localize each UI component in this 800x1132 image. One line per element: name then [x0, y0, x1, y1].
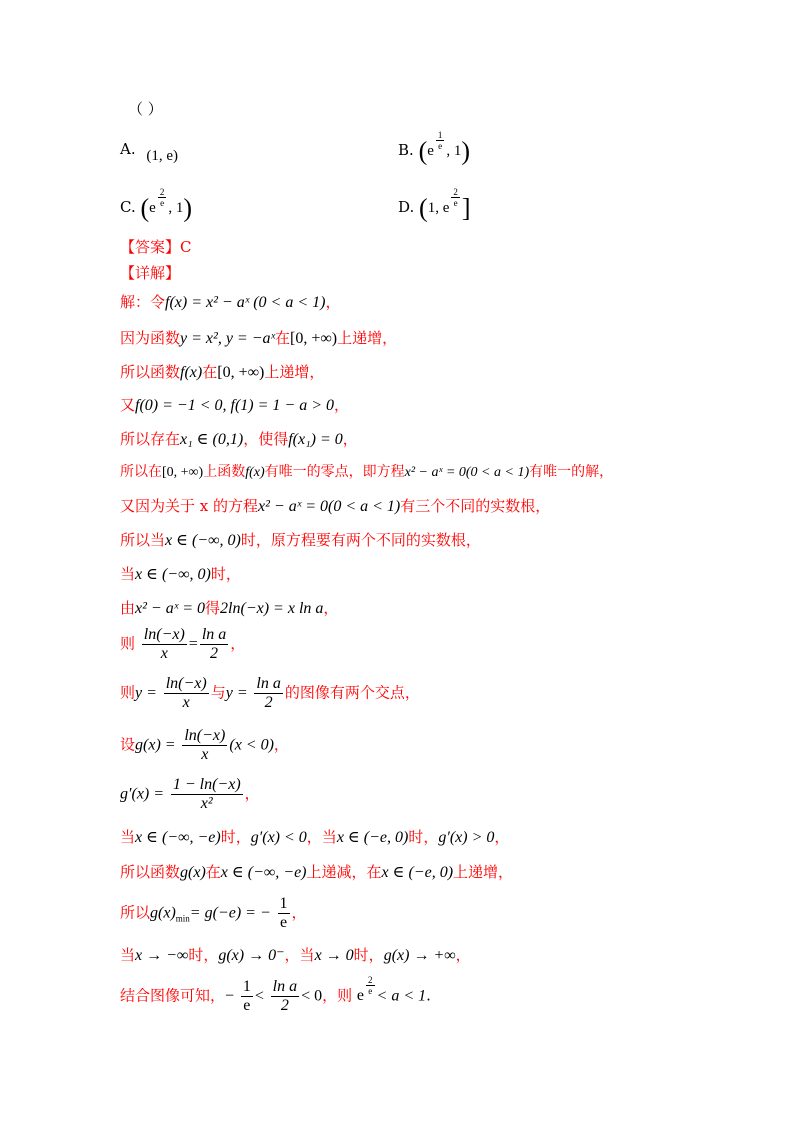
step-15: 当x ∈ (−∞, −e)时，g′(x) < 0，当x ∈ (−e, 0)时，g′(x) > 0， — [120, 828, 510, 846]
option-b-value: (e $\frac{1}{e}$ , 1) — [418, 130, 471, 166]
option-d-value: (1, e $\frac{2}{e}$ ] — [419, 187, 471, 223]
option-c-label: C. — [120, 198, 136, 216]
step-5: 所以存在x₁ ∈ (0,1)，使得f(x₁) = 0， — [120, 430, 358, 448]
step-6: 所以在[0, +∞)上函数f(x)有唯一的零点，即方程x² − aˣ = 0(0 < a < 1)有唯一的解， — [120, 464, 614, 480]
step-16: 所以函数g(x)在x ∈ (−∞, −e)上递减，在x ∈ (−e, 0)上递增， — [120, 863, 514, 881]
option-d-label: D. — [398, 198, 415, 216]
step-1: 解：令f(x) = x² − aˣ (0 < a < 1)， — [120, 293, 341, 311]
step-2: 因为函数y = x², y = −aˣ在[0, +∞)上递增， — [120, 329, 398, 347]
step-18: 当x → −∞时，g(x) → 0⁻，当x → 0时，g(x) → +∞， — [120, 946, 471, 964]
option-d — [398, 187, 471, 224]
step-12: 则y = $\frac{\ln(-x)}{x}$ 与y = $\frac{\text{ln a}}{2}$ 的图像有两个交点， — [120, 675, 420, 711]
step-4: 又f(0) = −1 < 0, f(1) = 1 − a > 0， — [120, 396, 350, 414]
option-b-label: B. — [398, 141, 414, 159]
detail-label: 【详解】 — [120, 264, 181, 282]
option-c-value: (e $\frac{2}{e}$ , 1) — [140, 187, 193, 223]
option-a-label: A. — [120, 140, 136, 158]
option-a-value: (1, e) — [146, 148, 179, 164]
step-19: 结合图像可知，− $\frac{1}{e}$ < $\frac{\text{ln a}}{2}$ < 0，则 e $\frac{2}{e}$ < a < 1. — [120, 975, 431, 1014]
step-9: 当x ∈ (−∞, 0)时， — [120, 565, 241, 583]
step-8: 所以当x ∈ (−∞, 0)时，原方程要有两个不同的实数根， — [120, 531, 481, 549]
step-3: 所以函数f(x)在[0, +∞)上递增， — [120, 363, 325, 381]
step-13: 设g(x) = $\frac{\ln(-x)}{x}$ (x < 0)， — [120, 727, 289, 763]
answer-label: 【答案】C — [120, 238, 192, 256]
step-10: 由x² − aˣ = 0得2ln(−x) = x ln a， — [120, 599, 339, 617]
option-a — [120, 140, 179, 164]
step-14: g′(x) = $\frac{1 - \ln(-x)}{\text{x²}}$ ， — [120, 776, 260, 812]
step-17: 所以$g(x)_{min}= g(-e)$ = − $\frac{1}{e}$ ， — [120, 895, 307, 931]
step-7: 又因为关于 x 的方程x² − aˣ = 0(0 < a < 1)有三个不同的实数根， — [120, 497, 551, 515]
question-paren: （ ） — [128, 100, 163, 118]
option-c — [120, 187, 192, 224]
option-b — [398, 130, 470, 167]
step-11: 则 $\frac{\ln(-x)}{x}$ = $\frac{\text{ln a}}{2}$ ， — [120, 626, 246, 662]
